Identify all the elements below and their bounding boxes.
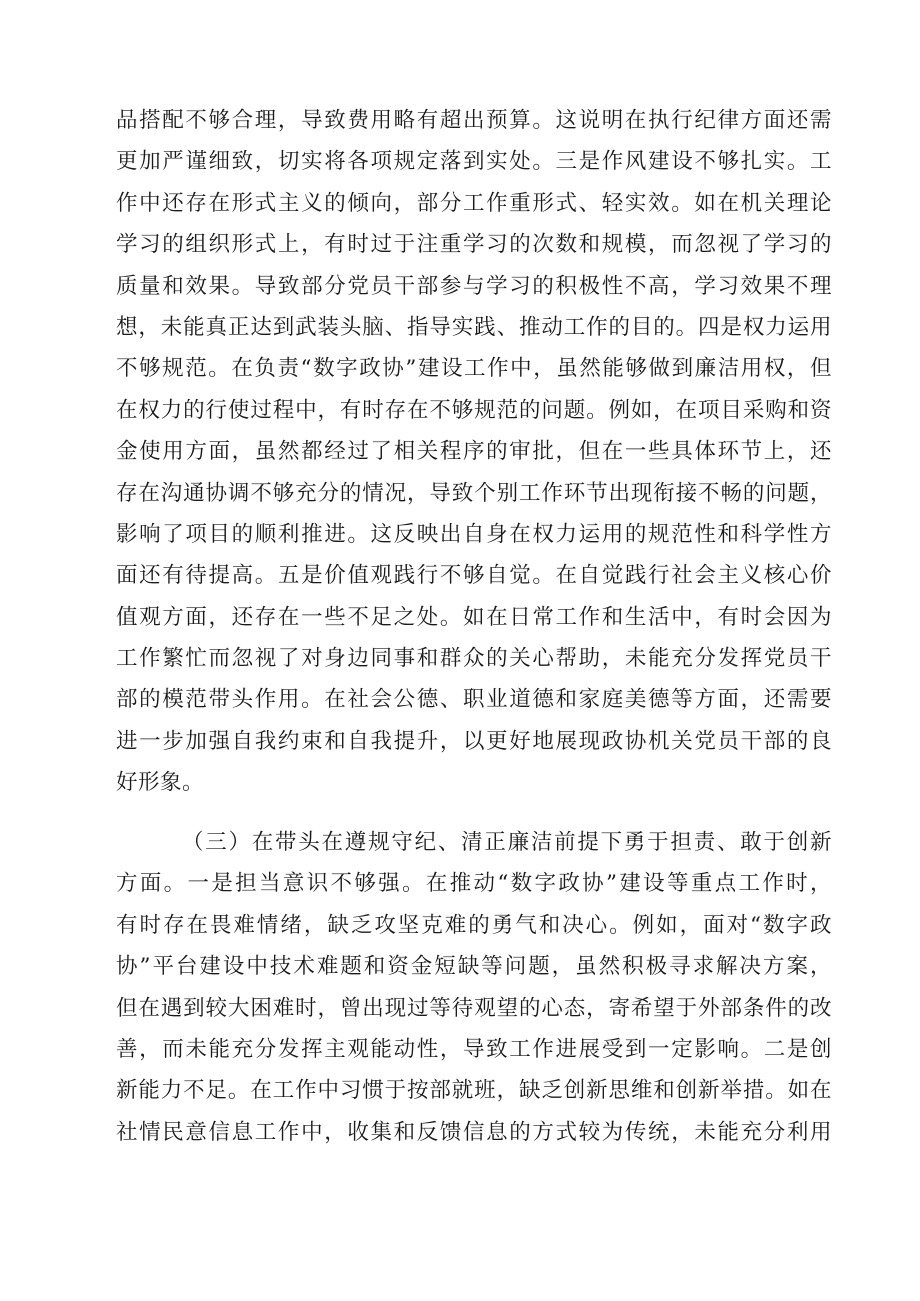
text-line: 部的模范带头作用。在社会公德、职业道德和家庭美德等方面，还需要 bbox=[116, 687, 832, 713]
text-line: 作中还存在形式主义的倾向，部分工作重形式、轻实效。如在机关理论 bbox=[116, 190, 832, 216]
text-line: 在权力的行使过程中，有时存在不够规范的问题。例如，在项目采购和资 bbox=[116, 397, 832, 423]
text-line: 值观方面，还存在一些不足之处。如在日常工作和生活中，有时会因为 bbox=[116, 604, 832, 630]
paragraph-1 bbox=[116, 100, 832, 804]
text-line: 想，未能真正达到武装头脑、指导实践、推动工作的目的。四是权力运用 bbox=[116, 314, 832, 340]
text-line: 影响了项目的顺利推进。这反映出自身在权力运用的规范性和科学性方 bbox=[116, 521, 832, 547]
text-line: 不够规范。在负责“数字政协”建设工作中，虽然能够做到廉洁用权，但 bbox=[116, 356, 832, 382]
paragraph-2 bbox=[116, 822, 832, 1153]
text-line: 进一步加强自我约束和自我提升，以更好地展现政协机关党员干部的良 bbox=[116, 728, 832, 754]
text-line: 新能力不足。在工作中习惯于按部就班，缺乏创新思维和创新举措。如在 bbox=[116, 1078, 832, 1104]
text-line: 好形象。 bbox=[116, 770, 205, 796]
text-line: 金使用方面，虽然都经过了相关程序的审批，但在一些具体环节上，还 bbox=[116, 439, 832, 465]
text-line: 社情民意信息工作中，收集和反馈信息的方式较为传统，未能充分利用 bbox=[116, 1119, 832, 1145]
text-line: 工作繁忙而忽视了对身边同事和群众的关心帮助，未能充分发挥党员干 bbox=[116, 646, 832, 672]
text-line: 但在遇到较大困难时，曾出现过等待观望的心态，寄希望于外部条件的改 bbox=[116, 995, 832, 1021]
text-line: 协”平台建设中技术难题和资金短缺等问题，虽然积极寻求解决方案， bbox=[116, 954, 832, 980]
text-line: 善，而未能充分发挥主观能动性，导致工作进展受到一定影响。二是创 bbox=[116, 1036, 832, 1062]
text-line: 有时存在畏难情绪，缺乏攻坚克难的勇气和决心。例如，面对“数字政 bbox=[116, 912, 832, 938]
text-line: 方面。一是担当意识不够强。在推动“数字政协”建设等重点工作时， bbox=[116, 871, 832, 897]
text-line: 面还有待提高。五是价值观践行不够自觉。在自觉践行社会主义核心价 bbox=[116, 563, 832, 589]
text-line: 学习的组织形式上，有时过于注重学习的次数和规模，而忽视了学习的 bbox=[116, 232, 832, 258]
text-line: 更加严谨细致，切实将各项规定落到实处。三是作风建设不够扎实。工 bbox=[116, 149, 832, 175]
text-line: 存在沟通协调不够充分的情况，导致个别工作环节出现衔接不畅的问题， bbox=[116, 480, 832, 506]
text-line: 品搭配不够合理，导致费用略有超出预算。这说明在执行纪律方面还需 bbox=[116, 108, 832, 133]
text-line: 质量和效果。导致部分党员干部参与学习的积极性不高，学习效果不理 bbox=[116, 273, 832, 299]
section-heading-line: （三）在带头在遵规守纪、清正廉洁前提下勇于担责、敢于创新 bbox=[182, 830, 832, 855]
